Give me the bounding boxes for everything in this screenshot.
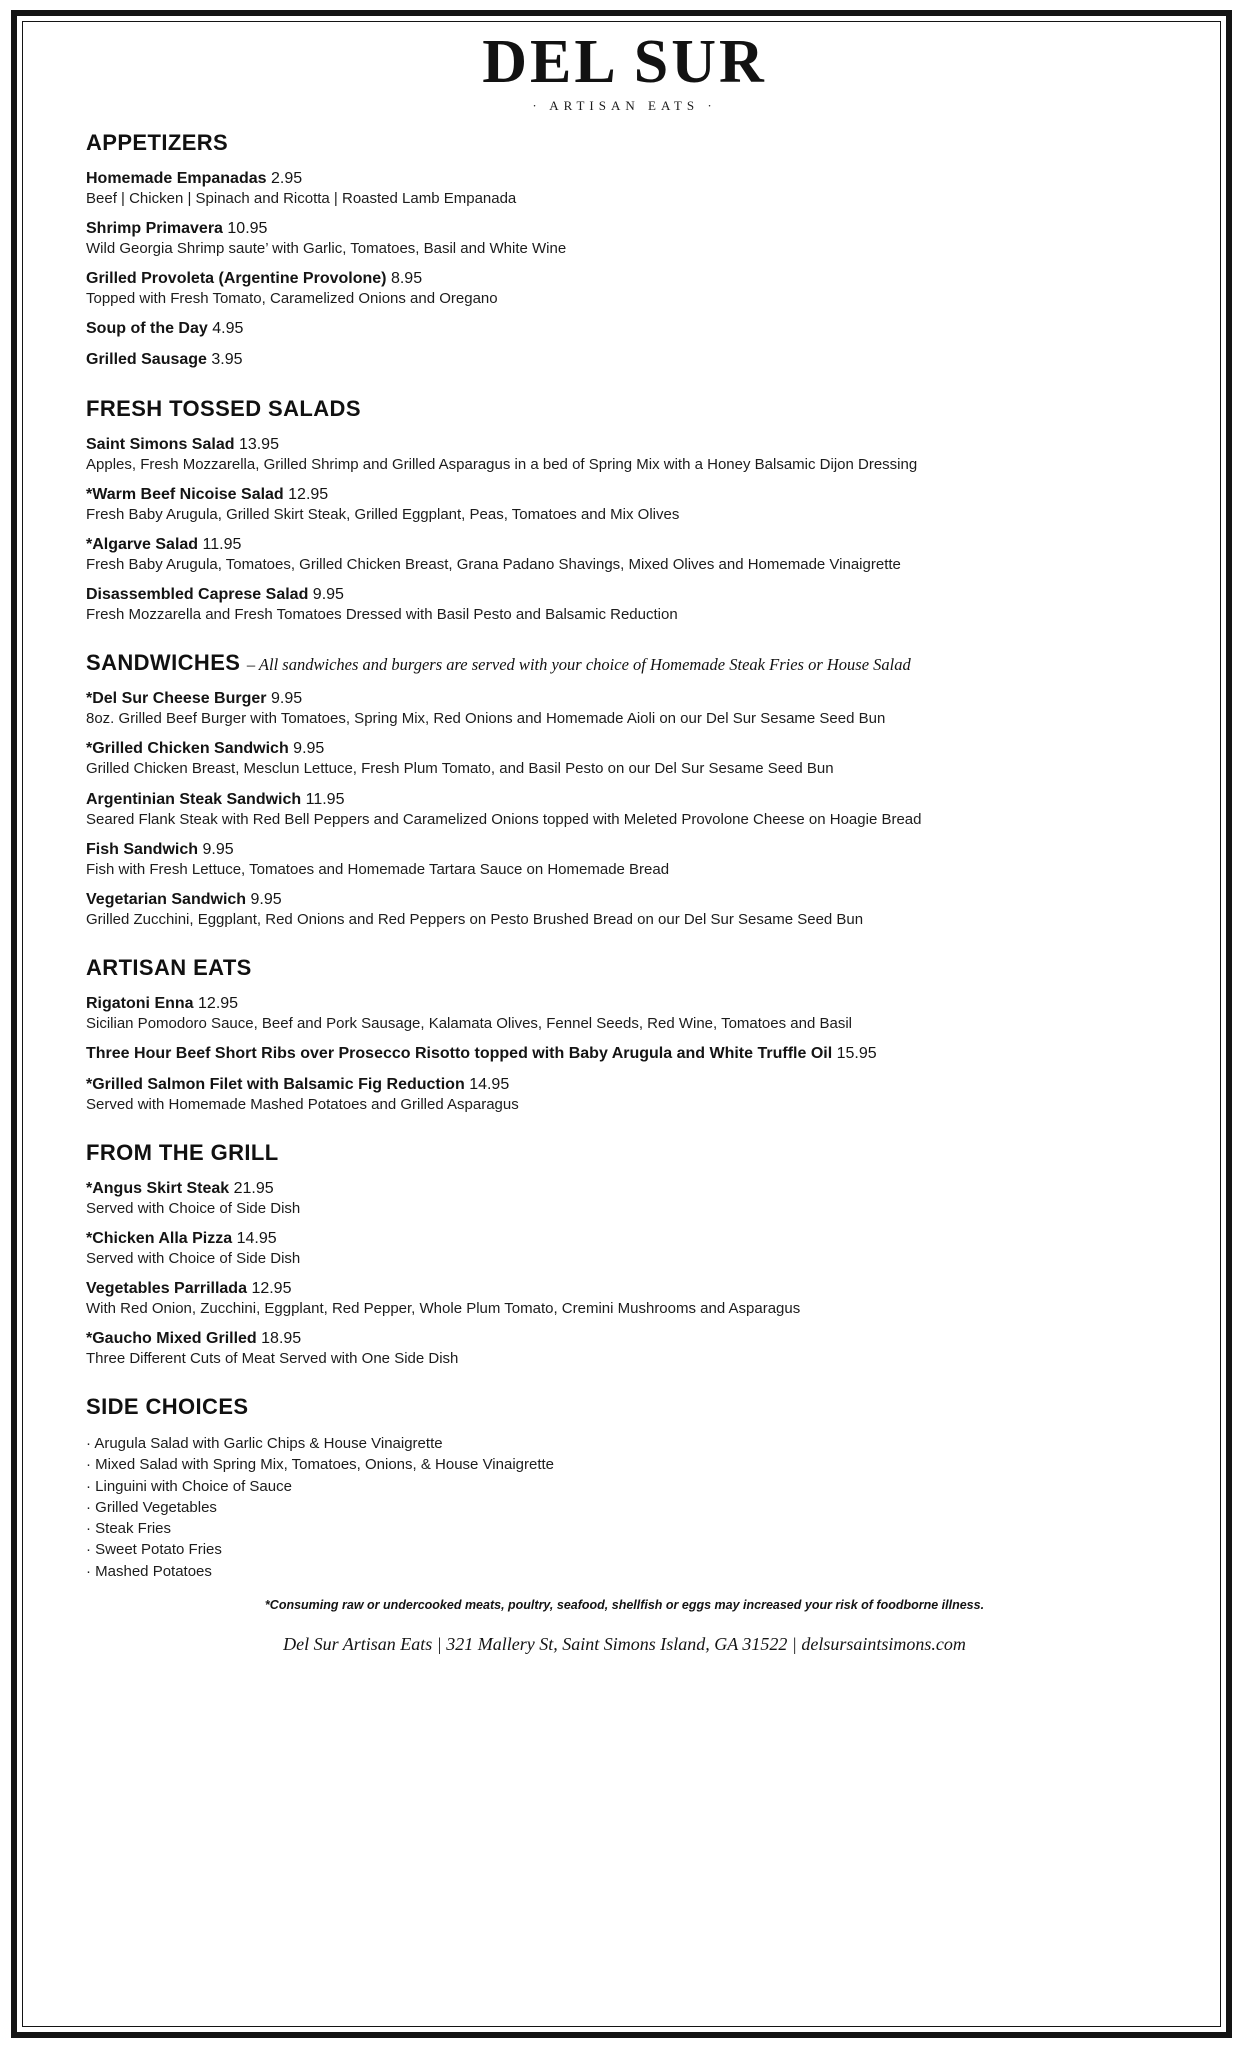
item-name: Argentinian Steak Sandwich bbox=[86, 790, 302, 808]
item-name: Shrimp Primavera bbox=[86, 220, 223, 238]
menu-item bbox=[86, 219, 1163, 258]
item-title-line bbox=[86, 485, 1163, 505]
menu-item bbox=[86, 1229, 1163, 1268]
item-name: Fish Sandwich bbox=[86, 840, 199, 858]
menu-item bbox=[86, 994, 1163, 1033]
side-choice-item: · Grilled Vegetables bbox=[86, 1498, 217, 1516]
item-description: Served with Choice of Side Dish bbox=[86, 1249, 301, 1267]
menu-section bbox=[86, 1394, 1163, 1582]
menu-item bbox=[86, 1329, 1163, 1368]
item-description: Beef | Chicken | Spinach and Ricotta | Roasted Lamb Empanada bbox=[86, 190, 517, 208]
item-name: Rigatoni Enna bbox=[86, 994, 194, 1012]
item-title-line bbox=[86, 790, 1163, 810]
item-description: Three Different Cuts of Meat Served with One Side Dish bbox=[86, 1349, 459, 1367]
item-description: Grilled Chicken Breast, Mesclun Lettuce, Fresh Plum Tomato, and Basil Pesto on our Del Sur Sesame Seed Bun bbox=[86, 760, 834, 778]
item-title-line bbox=[86, 840, 1163, 860]
item-description: Seared Flank Steak with Red Bell Peppers and Caramelized Onions topped with Meleted Provolone Cheese on Hoagie Bread bbox=[86, 810, 922, 828]
item-price: 15.95 bbox=[836, 1044, 877, 1062]
item-description: 8oz. Grilled Beef Burger with Tomatoes, Spring Mix, Red Onions and Homemade Aioli on our Del Sur Sesame Seed Bun bbox=[86, 710, 886, 728]
item-name: Soup of the Day bbox=[86, 320, 208, 338]
side-choice-item: · Sweet Potato Fries bbox=[86, 1541, 222, 1559]
item-title-line bbox=[86, 269, 1163, 289]
item-description: Topped with Fresh Tomato, Caramelized Onions and Oregano bbox=[86, 290, 498, 308]
item-title-line bbox=[86, 1179, 1163, 1199]
item-price: 4.95 bbox=[212, 320, 244, 338]
restaurant-tagline: · ARTISAN EATS · bbox=[532, 98, 717, 114]
item-price: 12.95 bbox=[288, 486, 329, 504]
item-title-line bbox=[86, 739, 1163, 759]
item-price: 18.95 bbox=[261, 1329, 302, 1347]
item-title-line bbox=[86, 890, 1163, 910]
item-price: 9.95 bbox=[270, 690, 303, 708]
item-name: *Grilled Chicken Sandwich bbox=[86, 740, 289, 758]
item-description: Apples, Fresh Mozzarella, Grilled Shrimp and Grilled Asparagus in a bed of Spring Mix with a Honey Balsamic Dijon Dressing bbox=[86, 456, 918, 474]
item-name: Saint Simons Salad bbox=[86, 436, 235, 454]
menu-item bbox=[86, 840, 1163, 879]
item-title-line bbox=[86, 169, 1163, 189]
item-title-line bbox=[86, 1329, 1163, 1349]
side-choice-item: · Steak Fries bbox=[86, 1520, 172, 1538]
item-name: Grilled Sausage bbox=[86, 351, 207, 369]
item-title-line bbox=[86, 585, 1163, 605]
item-price: 10.95 bbox=[227, 220, 268, 238]
section-note: – All sandwiches and burgers are served with your choice of Homemade Steak Fries or House Salad bbox=[246, 655, 911, 675]
item-name: *Chicken Alla Pizza bbox=[86, 1229, 233, 1247]
menu-section bbox=[86, 1140, 1163, 1368]
item-title-line bbox=[86, 219, 1163, 239]
item-title-line bbox=[86, 689, 1163, 709]
item-description: Served with Homemade Mashed Potatoes and Grilled Asparagus bbox=[86, 1095, 519, 1113]
menu-sections bbox=[86, 130, 1163, 1582]
menu-item bbox=[86, 739, 1163, 778]
item-price: 14.95 bbox=[236, 1229, 277, 1247]
item-price: 11.95 bbox=[305, 790, 345, 808]
section-title-text: APPETIZERS bbox=[86, 130, 229, 156]
side-choice-item: · Linguini with Choice of Sauce bbox=[86, 1477, 292, 1495]
item-price: 13.95 bbox=[238, 436, 279, 454]
side-choice-item: · Arugula Salad with Garlic Chips & House Vinaigrette bbox=[86, 1434, 443, 1452]
item-description: Fresh Mozzarella and Fresh Tomatoes Dressed with Basil Pesto and Balsamic Reduction bbox=[86, 606, 678, 624]
item-name: Vegetarian Sandwich bbox=[86, 890, 247, 908]
menu-item bbox=[86, 169, 1163, 208]
section-title-text: ARTISAN EATS bbox=[86, 954, 252, 980]
item-title-line bbox=[86, 319, 1163, 339]
section-title-text: SIDE CHOICES bbox=[86, 1393, 249, 1419]
footer-address: Del Sur Artisan Eats | 321 Mallery St, Saint Simons Island, GA 31522 | delsursaintsimons.com bbox=[283, 1634, 966, 1655]
item-price: 9.95 bbox=[312, 586, 344, 604]
menu-section bbox=[86, 955, 1163, 1114]
item-price: 9.95 bbox=[202, 840, 234, 858]
item-description: Grilled Zucchini, Eggplant, Red Onions and Red Peppers on Pesto Brushed Bread on our Del Sur Sesame Seed Bun bbox=[86, 910, 864, 928]
menu-section bbox=[86, 650, 1163, 928]
item-name: Grilled Provoleta (Argentine Provolone) bbox=[86, 270, 387, 288]
item-price: 3.95 bbox=[211, 351, 243, 369]
item-description: Fish with Fresh Lettuce, Tomatoes and Homemade Tartara Sauce on Homemade Bread bbox=[86, 860, 670, 878]
item-name: Homemade Empanadas bbox=[86, 170, 267, 188]
item-name: Vegetables Parrillada bbox=[86, 1279, 247, 1297]
item-price: 9.95 bbox=[293, 740, 325, 758]
item-description: Fresh Baby Arugula, Grilled Skirt Steak, Grilled Eggplant, Peas, Tomatoes and Mix Olives bbox=[86, 506, 680, 524]
item-name: *Del Sur Cheese Burger bbox=[86, 690, 267, 708]
item-title-line bbox=[86, 1279, 1163, 1299]
menu-item bbox=[86, 319, 1163, 339]
item-name: *Gaucho Mixed Grilled bbox=[86, 1329, 257, 1347]
item-title-line bbox=[86, 994, 1163, 1014]
item-name: Disassembled Caprese Salad bbox=[86, 586, 309, 604]
section-title bbox=[86, 1140, 1163, 1166]
side-choice-item: · Mixed Salad with Spring Mix, Tomatoes, Onions, & House Vinaigrette bbox=[86, 1456, 555, 1474]
side-choice-item: · Mashed Potatoes bbox=[86, 1562, 212, 1580]
section-title-text: SANDWICHES bbox=[86, 650, 241, 676]
item-title-line bbox=[86, 350, 1163, 370]
menu-section bbox=[86, 130, 1163, 370]
section-title bbox=[86, 1394, 1163, 1420]
section-title-text: FRESH TOSSED SALADS bbox=[86, 396, 361, 422]
menu-item bbox=[86, 435, 1163, 474]
item-title-line bbox=[86, 535, 1163, 555]
item-description: Sicilian Pomodoro Sauce, Beef and Pork Sausage, Kalamata Olives, Fennel Seeds, Red Wine, Tomatoes and Basil bbox=[86, 1014, 852, 1032]
section-title bbox=[86, 130, 1163, 156]
section-title bbox=[86, 650, 1163, 676]
menu-item bbox=[86, 269, 1163, 308]
menu-section bbox=[86, 396, 1163, 624]
item-description: Fresh Baby Arugula, Tomatoes, Grilled Chicken Breast, Grana Padano Shavings, Mixed Olives and Homemade Vinaigrette bbox=[86, 556, 901, 574]
menu-item bbox=[86, 890, 1163, 929]
item-name: *Angus Skirt Steak bbox=[86, 1179, 230, 1197]
item-title-line bbox=[86, 1229, 1163, 1249]
restaurant-header bbox=[86, 30, 1163, 114]
section-title bbox=[86, 396, 1163, 422]
menu-item bbox=[86, 585, 1163, 624]
section-title-text: FROM THE GRILL bbox=[86, 1139, 279, 1165]
menu-item bbox=[86, 1044, 1163, 1064]
item-name: *Grilled Salmon Filet with Balsamic Fig Reduction bbox=[86, 1075, 465, 1093]
item-name: *Warm Beef Nicoise Salad bbox=[86, 486, 284, 504]
item-price: 12.95 bbox=[251, 1279, 292, 1297]
menu-item bbox=[86, 1179, 1163, 1218]
item-price: 9.95 bbox=[250, 890, 282, 908]
item-price: 14.95 bbox=[469, 1075, 510, 1093]
item-description: Wild Georgia Shrimp saute’ with Garlic, Tomatoes, Basil and White Wine bbox=[86, 240, 567, 258]
item-name: Three Hour Beef Short Ribs over Prosecco Risotto topped with Baby Arugula and White Truffle Oil bbox=[86, 1044, 833, 1062]
item-title-line bbox=[86, 1075, 1163, 1095]
item-title-line bbox=[86, 435, 1163, 455]
item-price: 11.95 bbox=[202, 536, 242, 554]
item-name: *Algarve Salad bbox=[86, 536, 199, 554]
item-title-line bbox=[86, 1044, 1163, 1064]
item-price: 2.95 bbox=[270, 170, 303, 188]
menu-item bbox=[86, 485, 1163, 524]
item-description: Served with Choice of Side Dish bbox=[86, 1199, 301, 1217]
menu-item bbox=[86, 1075, 1163, 1114]
item-price: 8.95 bbox=[390, 270, 423, 288]
section-title bbox=[86, 955, 1163, 981]
menu-item bbox=[86, 790, 1163, 829]
item-price: 12.95 bbox=[198, 994, 239, 1012]
restaurant-logo: DEL SUR bbox=[482, 28, 767, 96]
menu-item bbox=[86, 1279, 1163, 1318]
menu-item bbox=[86, 535, 1163, 574]
disclaimer-text: *Consuming raw or undercooked meats, poultry, seafood, shellfish or eggs may increased your risk of foodborne illness. bbox=[264, 1598, 985, 1613]
item-price: 21.95 bbox=[233, 1179, 274, 1197]
menu-item bbox=[86, 689, 1163, 728]
item-description: With Red Onion, Zucchini, Eggplant, Red Pepper, Whole Plum Tomato, Cremini Mushrooms and Asparagus bbox=[86, 1299, 801, 1317]
menu-item bbox=[86, 350, 1163, 370]
